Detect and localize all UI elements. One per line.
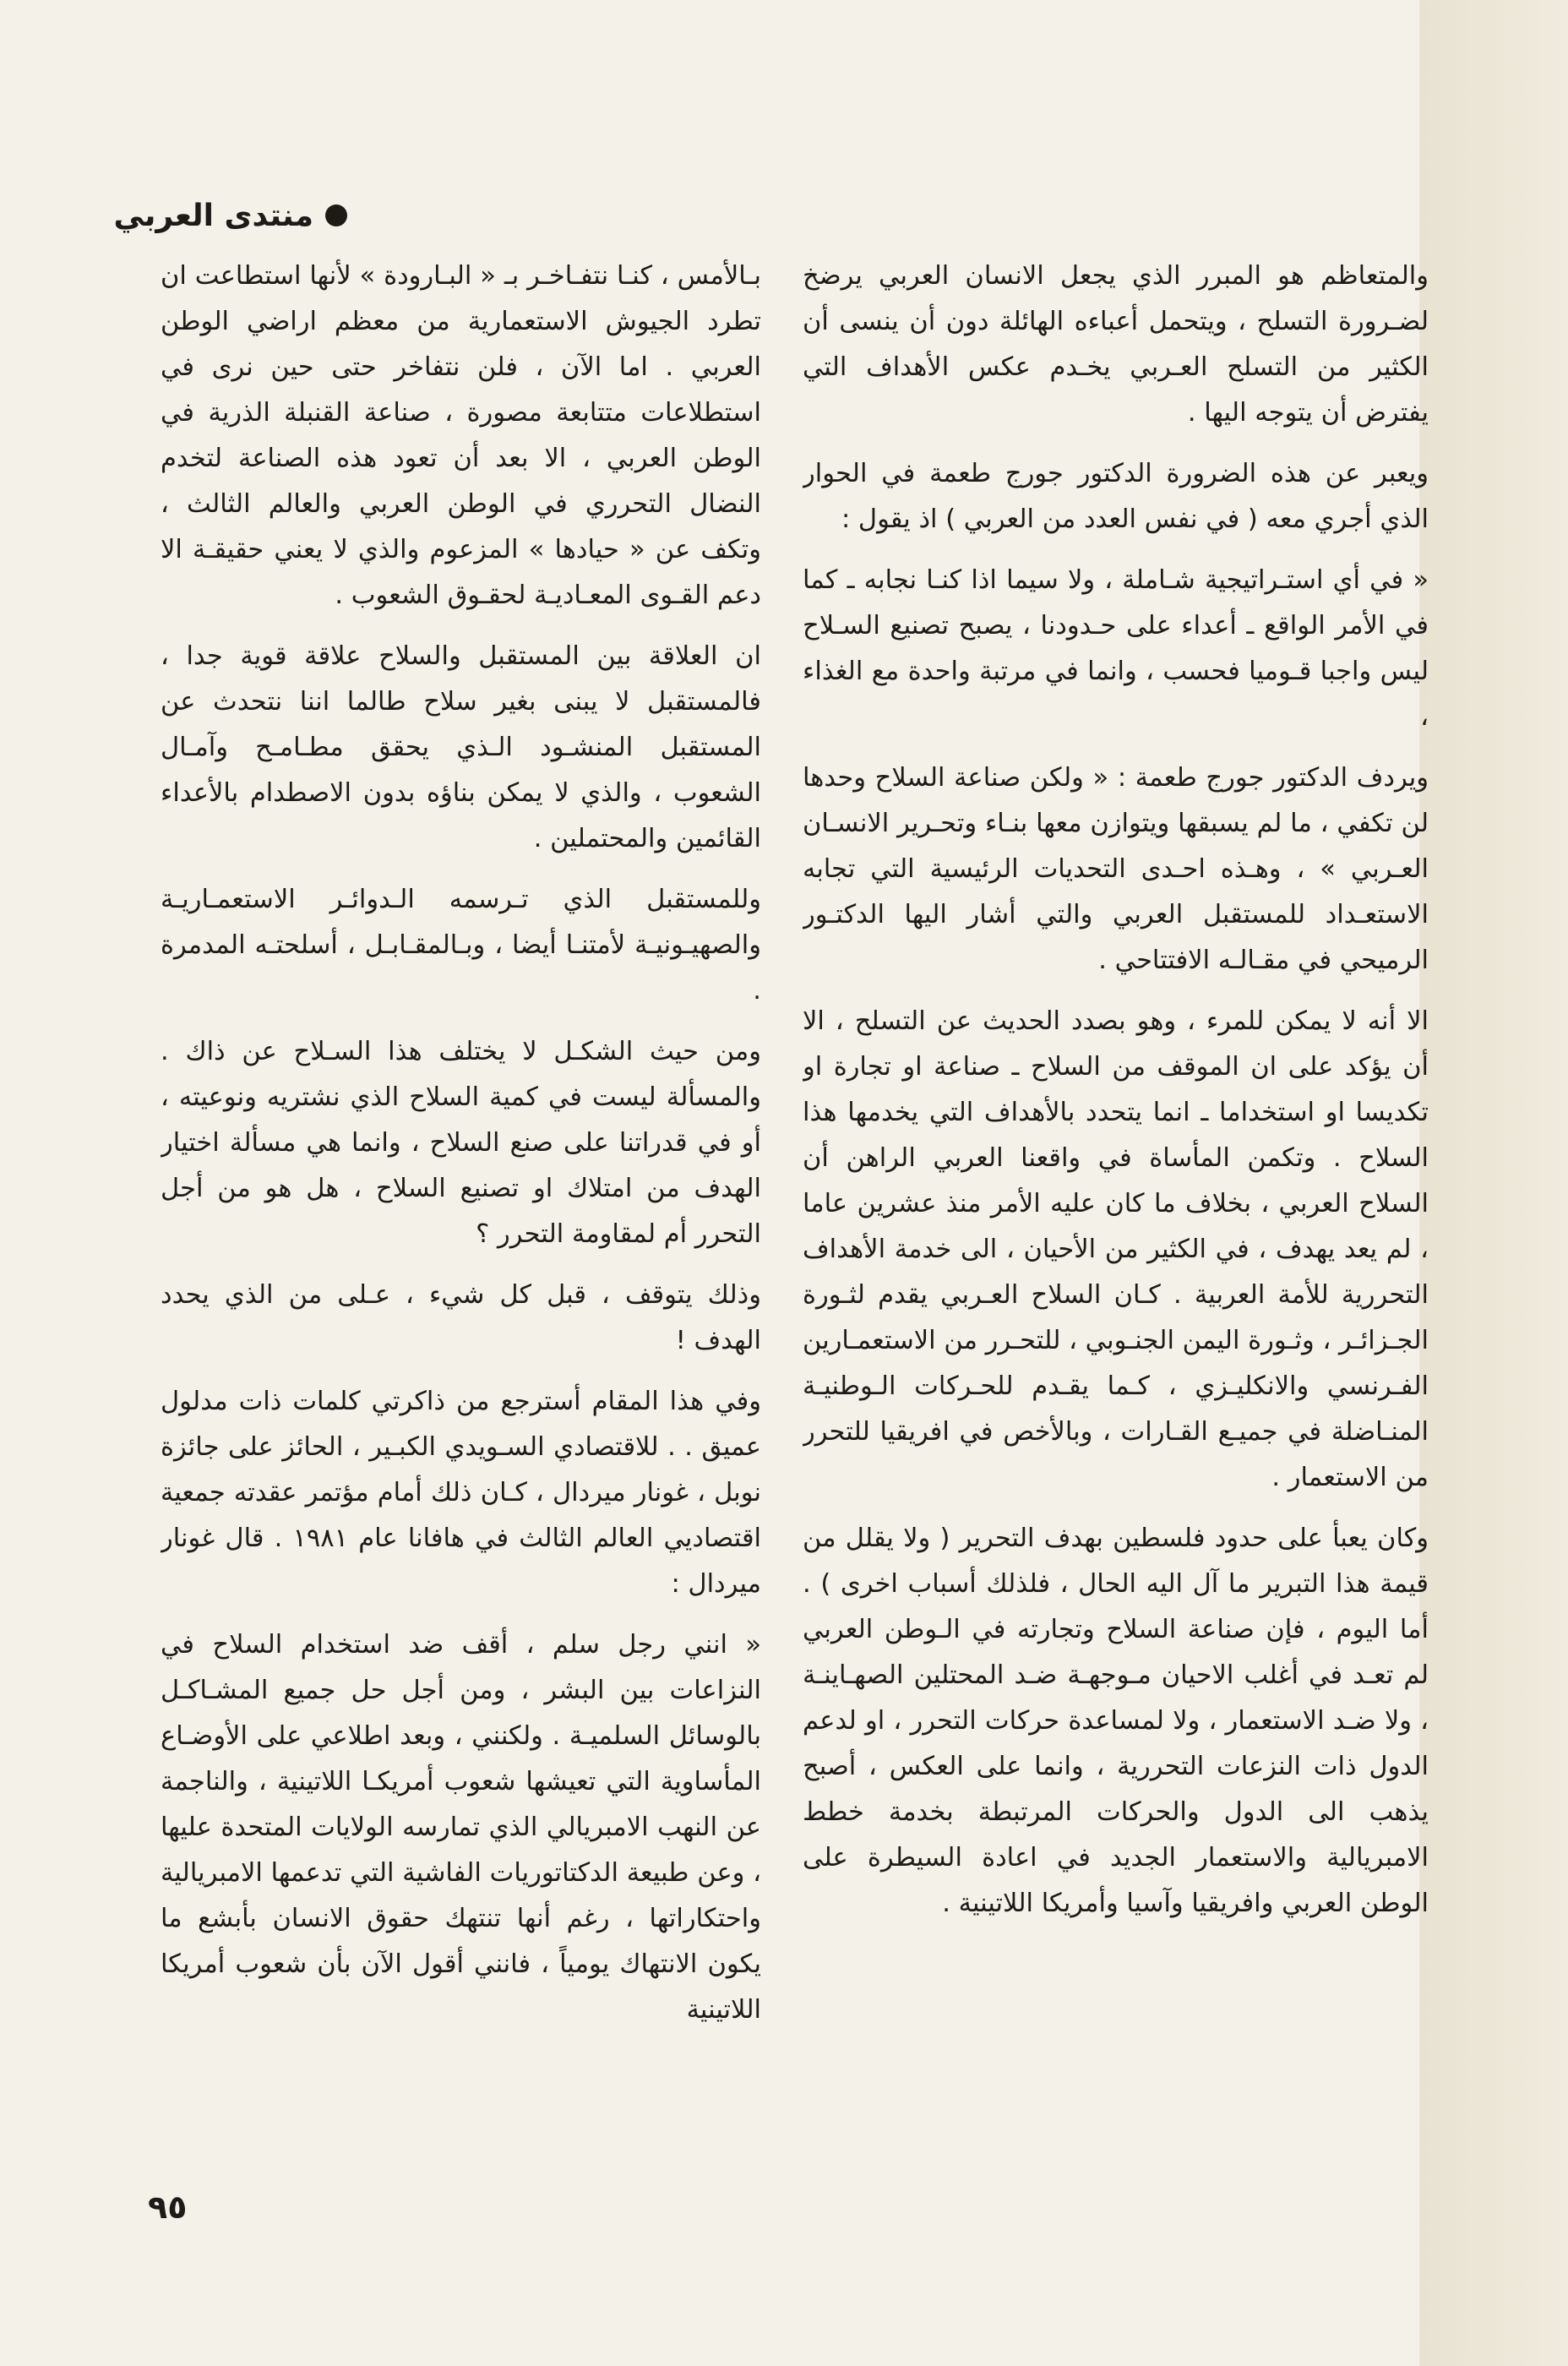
left-column <box>161 254 761 2172</box>
bullet-icon <box>325 204 347 226</box>
section-header <box>110 190 347 241</box>
paragraph: الا أنه لا يمكن للمرء ، وهو بصدد الحديث عن التسلح ، الا أن يؤكد على ان الموقف من السلاح ـ صناعة او تجارة او تكديسا او استخداما ـ انما يتحدد بالأهداف التي يخدمها هذا السلاح . وتكمن المأساة في واقعنا العربي الراهن أن السلاح العربي ، بخلاف ما كان عليه الأمر منذ عشرين عاما ، لم يعد يهدف ، في الكثير من الأحيان ، الى خدمة الأهداف التحررية للأمة العربية . كـان السلاح العـربي يقدم لثـورة الجـزائـر ، وثـورة اليمن الجنـوبي ، للتحـرر من الاستعمـارين الفـرنسي والانكليـزي ، كـما يقـدم للحـركات الـوطنيـة المنـاضلة في جميـع القـارات ، وبالأخص في افريقيا للتحرر من الاستعمار . <box>803 1006 1429 1492</box>
section-title: منتدى العربي <box>113 198 313 233</box>
paragraph: ويعبر عن هذه الضرورة الدكتور جورج طعمة في الحوار الذي أجري معه ( في نفس العدد من العربي ) اذ يقول : <box>803 459 1429 534</box>
paragraph: « انني رجل سلم ، أقف ضد استخدام السلاح في النزاعات بين البشر ، ومن أجل حل جميع المشـاكـل بالوسائل السلميـة . ولكنني ، وبعد اطلاعي على الأوضـاع المأساوية التي تعيشها شعوب أمريكـا اللاتينية ، والناجمة عن النهب الامبريالي الذي تمارسه الولايات المتحدة عليها ، وعن طبيعة الدكتاتوريات الفاشية التي تدعمها الامبريالية واحتكاراتها ، رغم أنها تنتهك حقوق الانسان بأبشع ما يكون الانتهاك يومياً ، فانني أقول الآن بأن شعوب أمريكا اللاتينية <box>161 1630 761 2025</box>
paragraph: وكان يعبأ على حدود فلسطين بهدف التحرير ( ولا يقلل من قيمة هذا التبرير ما آل اليه الحال ، فلذلك أسباب اخرى ) . أما اليوم ، فإن صناعة السلاح وتجارته في الـوطن العربي لم تعـد في أغلب الاحيان مـوجهـة ضـد المحتلين الصهـاينـة ، ولا ضـد الاستعمار ، ولا لمساعدة حركات التحرر ، او لدعم الدول ذات النزعات التحررية ، وانما على العكس ، أصبح يذهب الى الدول والحركات المرتبطة بخدمة خطط الامبريالية والاستعمار الجديد في اعادة السيطرة على الوطن العربي وافريقيا وآسيا وأمريكا اللاتينية . <box>803 1524 1429 1918</box>
paragraph: ومن حيث الشكـل لا يختلف هذا السـلاح عن ذاك . والمسألة ليست في كمية السلاح الذي نشتريه ونوعيته ، أو في قدراتنا على صنع السلاح ، وانما هي مسألة اختيار الهدف من امتلاك او تصنيع السلاح ، هل هو من أجل التحرر أم لمقاومة التحرر ؟ <box>161 1037 761 1249</box>
paragraph: وفي هذا المقام أسترجع من ذاكرتي كلمات ذات مدلول عميق . . للاقتصادي السـويدي الكبـير ، الحائز على جائزة نوبل ، غونار ميردال ، كـان ذلك أمام مؤتمر عقدته جمعية اقتصاديي العالم الثالث في هافانا عام ١٩٨١ . قال غونار ميردال : <box>161 1387 761 1599</box>
paragraph: وللمستقبل الذي تـرسمه الـدوائـر الاستعمـاريـة والصهيـونيـة لأمتنـا أيضا ، وبـالمقـابـل ، أسلحتـه المدمرة . <box>161 885 761 1006</box>
page-number: ٩٥ <box>148 2189 188 2226</box>
page-edge <box>1419 0 1568 2366</box>
paragraph: ويردف الدكتور جورج طعمة : « ولكن صناعة السلاح وحدها لن تكفي ، ما لم يسبقها ويتوازن معها بنـاء وتحـرير الانسـان العـربي » ، وهـذه احـدى التحديات الرئيسية التي تجابه الاستعـداد للمستقبل العربي والتي أشار اليها الدكتـور الرميحي في مقـالـه الافتتاحي . <box>803 763 1429 975</box>
right-column <box>803 254 1429 2172</box>
paragraph: وذلك يتوقف ، قبل كل شيء ، عـلى من الذي يحدد الهدف ! <box>161 1280 761 1355</box>
paragraph: ان العلاقة بين المستقبل والسلاح علاقة قوية جدا ، فالمستقبل لا يبنى بغير سلاح طالما اننا نتحدث عن المستقبل المنشـود الـذي يحقق مطـامـح وآمـال الشعوب ، والذي لا يمكن بناؤه بدون الاصطدام بالأعداء القائمين والمحتملين . <box>161 641 761 853</box>
paragraph: والمتعاظم هو المبرر الذي يجعل الانسان العربي يرضخ لضـرورة التسلح ، ويتحمل أعباءه الهائلة دون أن ينسى أن الكثير من التسلح العـربي يخـدم عكس الأهداف التي يفترض أن يتوجه اليها . <box>803 261 1429 428</box>
paragraph: « في أي استـراتيجية شـاملة ، ولا سيما اذا كنـا نجابه ـ كما في الأمر الواقع ـ أعداء على حـدودنا ، يصبح تصنيع السـلاح ليس واجبا قـوميا فحسب ، وانما في مرتبة واحدة مع الغذاء ، <box>803 565 1429 732</box>
paragraph: بـالأمس ، كنـا نتفـاخـر بـ « البـارودة » لأنها استطاعت ان تطرد الجيوش الاستعمارية من معظم اراضي الوطن العربي . اما الآن ، فلن نتفاخر حتى حين نرى في استطلاعات متتابعة مصورة ، صناعة القنبلة الذرية في الوطن العربي ، الا بعد أن تعود هذه الصناعة لتخدم النضال التحرري في الوطن العربي والعالم الثالث ، وتكف عن « حيادها » المزعوم والذي لا يعني حقيقـة الا دعم القـوى المعـاديـة لحقـوق الشعوب . <box>161 261 761 610</box>
